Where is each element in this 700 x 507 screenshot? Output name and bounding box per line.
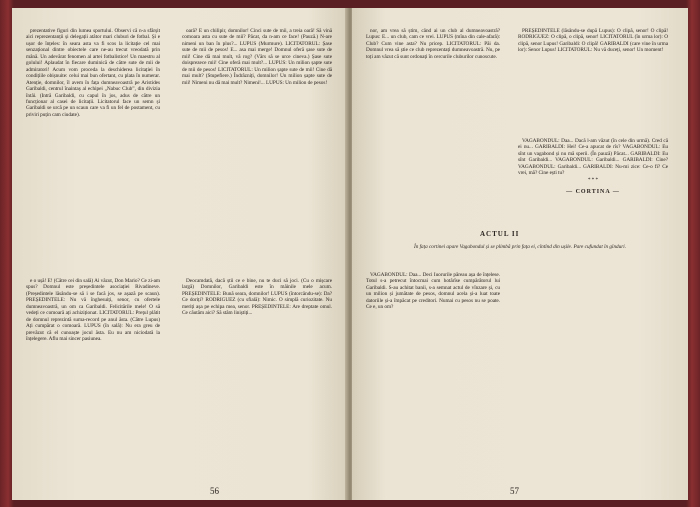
right-page: [352, 8, 688, 500]
stars-separator: * * *: [587, 176, 599, 183]
cortina-label: — CORTINA —: [566, 189, 620, 196]
act-title: ACTUL II: [480, 230, 520, 238]
right-col-2: [518, 28, 668, 54]
left-col-1-text: prezentative figuri din lumea sportului. Observi că n-a sfârșit aici reprezentanții și delegații atâtor mari cluburi de fotbal. Și e ușor de înțeles: în seara asta va fi scos la licitație cel mai senzațional dintre obiectele care ne-au trecut vreodată prin mână. Un adevărat fenomen al artei fotbalistice! Un maestru al golului! Aplaudat în fiecare duminică de către sute de mii de admiratori! Acum vom proceda la deschiderea licitației în condițiile obișnuite: celui mai bun ofertant, cu plata în numerar. Atenție, domnilor, îl avem în fața dumneavoastră pe Aristides Garibaldi, centrul înaintaș al echipei „Nabuc Club”, din divizia întâi. (Intră Garibaldi, cu capul în jos, adus de către un funcționar al casei de licitații. Licitatorul face un semn și Garibaldi se urcă pe un scaun care va fi un fel de postament, cu priviri puțin cam ciudate).: [26, 28, 160, 118]
left-col-2: [182, 28, 332, 86]
left-col-1: [26, 28, 160, 118]
left-col-3-text: e o ușă! E! (Către cei din sală) Ai văzut, Don Mario? Ce zi-am spus? Domnul este președintele asociației Rivadineve. (Președintele lăsându-se să i se facă jos, se așază pe scaun). PREȘEDINTELE: Nu vă înghesuiți, senor, cu ofertele dumneavoastră, un om ca Garibaldi. Felicitările mele! O să vedeți ce comoară ați achiziționat. LICITATORUL: Prețul plătit de domnul reprezintă suma-record pe anul ăsta. (Către Lupus) Ați cumpărat o comoară. LUPUS (în sală): Nu era greu de prevăzut că el cunoaște jocul ăsta. Eu nu am niciodată la înțelegere. Aflu mai sincer pasiunea.: [26, 278, 160, 343]
left-col-4: [182, 278, 332, 317]
page-number-right: 57: [510, 486, 519, 496]
right-col-2-text: PREȘEDINTELE (lăsându-se după Lupus): O clipă, senor! O clipă! RODRIGUEZ: O clipă, o clipă, senor! LICITATORUL (în urma lor): O clipă, senor Lupus! Garibaldi: O clipă! GARIBALDI (care vine în urma lor): Senor Lupus! LICITATORUL: Nu vă duceți, senor! Un moment!: [518, 28, 668, 54]
page-number-left: 56: [210, 486, 219, 496]
right-col-3-text: VAGABONDUL: Daa... Dacă l-am văzut (în cele din urmă). Cred că ei nu... GARIBALDI: Hei! Ce-a apucat de rîs? VAGABONDUL: Eu sînt un vagabond și nu mă sperii. (În pauză) Păcat... GARIBALDI: Eu sînt Garibaldi... VAGABONDUL: Garibaldi... GARIBALDI: Cine? VAGABONDUL: Garibaldi... GARIBALDI: Nu-mi zice: Ce-o fi? Ce vrei, mă? Cine ești tu?: [518, 138, 668, 177]
right-col-4: [366, 272, 500, 311]
act-intro: În fața cortinei apare Vagabondul și se plimbă prin fața ei, cîntînd din ușile. Pare cufundat în gînduri.: [414, 244, 626, 250]
left-col-4-text: Deocamdată, dacă știi ce e bine, nu te duci să joci. (Cu o mișcare largă) Domnilor, Garibaldi este în mâinile mele acum. PREȘEDINTELE: Bună seara, domnilor! LUPUS (întorcându-se): Da? Ce doriți? RODRIGUEZ (cu sfială): Nimic. O simplă curiozitate. Nu meriți așa pe echipa mea, senor. PREȘEDINTELE: Are dreptate omul. Ce căutăm aici? Să stăm liniștiți...: [182, 278, 332, 317]
left-col-2-text: oară? E un chilipir, domnilor! Cinci sute de mii, a treia oară! Să vină comoara asta cu sute de mii? Păcat, da n-am ce face! (Pauză.) N-are nimeni un ban în plus?... LUPUS (Murmure). LICITATORUL: Șase sute de mii de pesos! E... asa mai merge! Domnul oferă șase sute de mii! Cine dă mai mult, vă rog? (Vărs să se urce cineva.) Șase sute doisprezece mii! Cine oferă mai mult?... LUPUS: Un milion șapte sute de mii de pesos! LICITATORUL: Un milion șapte sute de mii! Cine dă mai mult? (Stupefiere.) Îndrăzniți, domnilor! Un milion șapte sute de mii! Nimeni nu dă mai mult? Nimeni!... LUPUS: Un milion de pesos!: [182, 28, 332, 86]
right-col-4-text: VAGABONDUL: Daa... Deci Iuorurile păreau așa de înțelese. Totul s-a petrecut întocmai cum hotărîse cumpărătorul lui Garibaldi. S-au achitat banii, s-a semnat actul de vînzare și, cu un milion și jumătate de pesos, domnul acela și-a luat toate datoriile și-a împăcat pe creditori. Numai cu pesos nu se poate. Ce e, un om?: [366, 272, 500, 311]
right-col-1: [366, 28, 500, 60]
right-col-1-text: nor, am vrea să știm, când ai un club al dumneavoastră? Lupus: E... un club, cam ce vrei. LUPUS (mîna din cale-afară): Club? Cum vine asta? Nu pricep. LICITATORUL: Păi da. Domnul vrea să știe ce club reprezentați dumneavoastră. Nu, pe toți am văzut că sunt ordonați în cercurile cluburilor cunoscute.: [366, 28, 500, 60]
left-col-3: [26, 278, 160, 343]
right-col-3: [518, 138, 668, 196]
left-page: [12, 8, 348, 500]
